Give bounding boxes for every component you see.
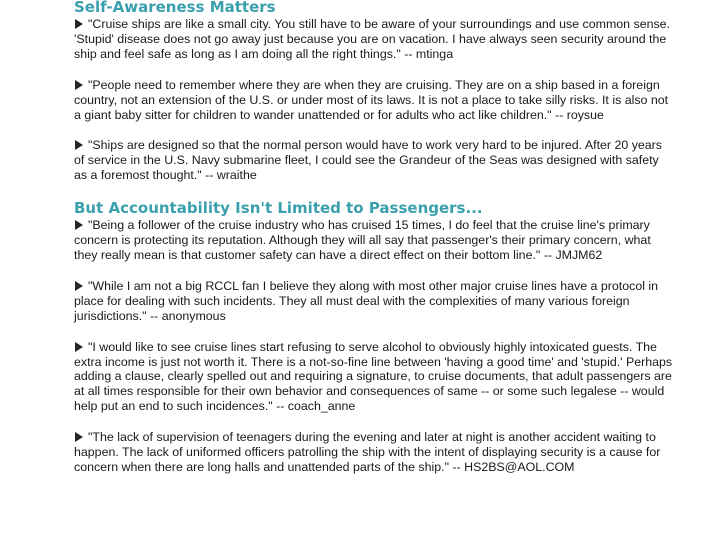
article-body <box>74 0 674 491</box>
quote-item <box>74 430 674 475</box>
quote-item <box>74 218 674 263</box>
quote-item <box>74 279 674 324</box>
quote-text: "The lack of supervision of teenagers during the evening and later at night is another accident waiting to happen. The lack of uniformed officers patrolling the ship with the intent of displaying security is a cause for concern when there are long halls and unattended parts of the ship." -- HS2BS@AOL.COM <box>74 430 661 474</box>
quote-text: "Being a follower of the cruise industry who has cruised 15 times, I do feel that the cruise line's primary concern is protecting its reputation. Although they will all say that passenger's their primary concern, what they really mean is that customer safety can have a direct effect on their bottom line." -- JMJM62 <box>74 218 651 262</box>
bullet-arrow-icon <box>75 342 83 352</box>
quote-text: "While I am not a big RCCL fan I believe they along with most other major cruise lines have a protocol in place for dealing with such incidents. They all must deal with the complexities of many various foreign jurisdictions." -- anonymous <box>74 278 659 323</box>
quote-text: "I would like to see cruise lines start refusing to serve alcohol to obviously highly intoxicated guests. The extra income is just not worth it. There is a not-so-fine line between 'having a good time' and 'stupid.' Perhaps adding a clause, clearly spelled out and requiring a signature, to cruise documents, that adult passengers are at all times responsible for their own behavior and consequences of same -- or some such legalese -- would help put an end to such incidences." -- coach_anne <box>74 339 673 414</box>
quote-item <box>74 138 674 183</box>
quote-item <box>74 340 674 415</box>
quote-text: "Cruise ships are like a small city. You still have to be aware of your surroundings and use common sense. 'Stupid' disease does not go away just because you are on vacation. I have always seen security around the ship and feel safe as long as I am doing all the right things." -- mtinga <box>74 17 671 61</box>
bullet-arrow-icon <box>75 19 83 29</box>
bullet-arrow-icon <box>75 140 83 150</box>
bullet-arrow-icon <box>75 80 83 90</box>
quote-item <box>74 17 674 62</box>
section-heading-self-awareness: Self-Awareness Matters <box>74 0 276 16</box>
quote-item <box>74 78 674 123</box>
quote-text: "People need to remember where they are when they are cruising. They are on a ship based in a foreign country, not an extension of the U.S. or under most of its laws. It is not a place to take silly risks. It is also not a giant baby sitter for children to wander unattended or for adults who act like children." -- roysue <box>74 77 669 122</box>
quote-text: "Ships are designed so that the normal person would have to work very hard to be injured. After 20 years of service in the U.S. Navy submarine fleet, I could see the Grandeur of the Seas was designed with safety as a foremost thought." -- wraithe <box>74 138 663 183</box>
bullet-arrow-icon <box>75 281 83 291</box>
bullet-arrow-icon <box>75 432 83 442</box>
section-heading-accountability: But Accountability Isn't Limited to Passengers... <box>74 199 483 218</box>
bullet-arrow-icon <box>75 220 83 230</box>
